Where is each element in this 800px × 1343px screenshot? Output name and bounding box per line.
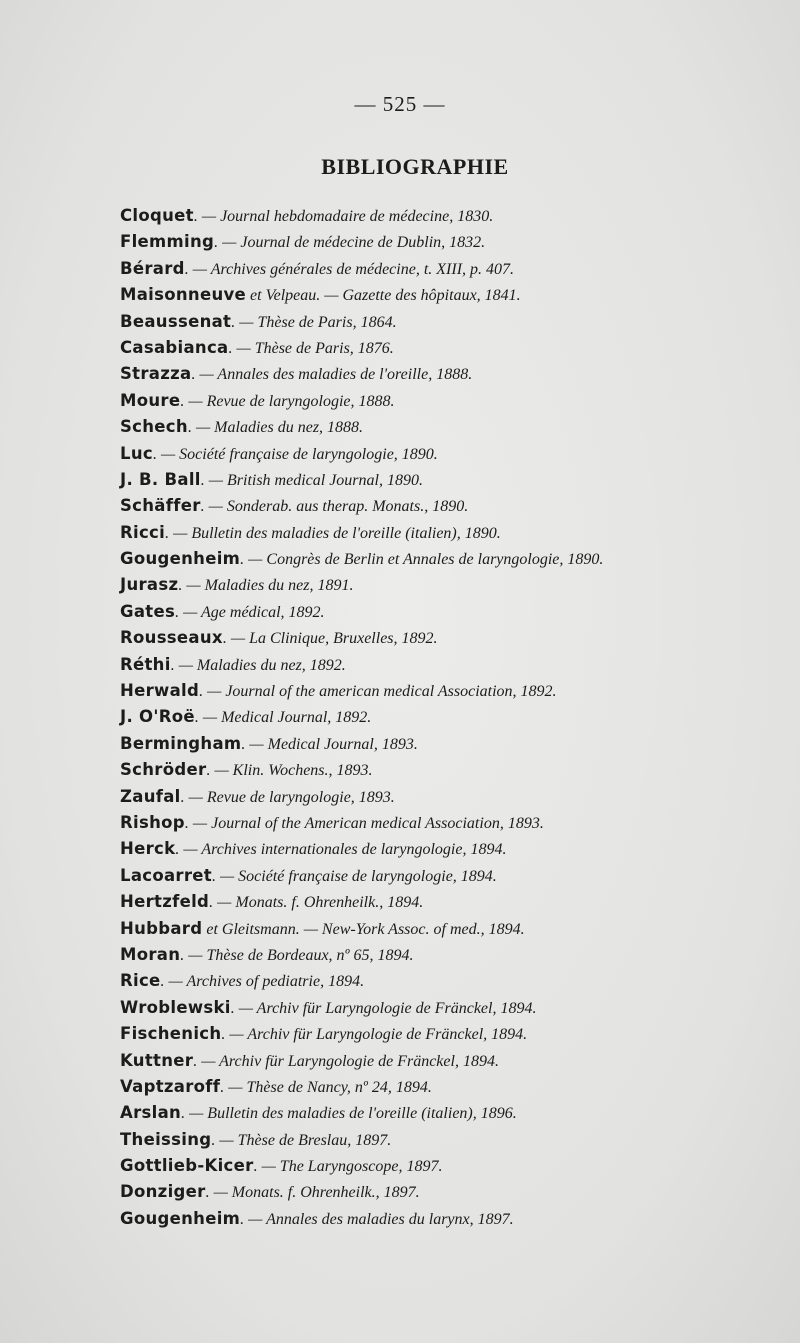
- entry-author: Moure: [120, 390, 181, 410]
- bibliography-entry: [120, 1127, 780, 1153]
- entry-reference: . — Archiv für Laryngologie de Fränckel, 1894.: [230, 999, 537, 1017]
- entry-author: J. O'Roë: [120, 707, 195, 727]
- bibliography-entry: [120, 493, 780, 519]
- bibliography-entry: [120, 863, 780, 889]
- entry-author: Hertzfeld: [120, 892, 210, 912]
- entry-reference: . — Medical Journal, 1892.: [194, 709, 372, 727]
- bibliography-entry: [120, 942, 780, 968]
- entry-author: Maisonneuve: [120, 285, 247, 305]
- bibliography-entry: [120, 1048, 780, 1074]
- entry-reference: et Gleitsmann. — New-York Assoc. of med., 1894.: [202, 920, 525, 938]
- bibliography-entry: [120, 652, 780, 678]
- entry-author: Vaptzaroff: [120, 1076, 221, 1096]
- entry-reference: . — Annales des maladies de l'oreille, 1888.: [191, 366, 473, 384]
- entry-author: Strazza: [120, 364, 192, 384]
- entry-author: Donziger: [120, 1182, 206, 1202]
- entry-reference: . — Archives internationales de laryngologie, 1894.: [175, 841, 507, 859]
- bibliography-entry: [120, 282, 780, 308]
- entry-author: Beaussenat: [120, 311, 232, 331]
- bibliography-entry: [120, 414, 780, 440]
- entry-reference: . — Journal de médecine de Dublin, 1832.: [214, 234, 486, 252]
- bibliography-entry: [120, 757, 780, 783]
- entry-author: J. B. Ball: [120, 469, 201, 489]
- entry-reference: . — Medical Journal, 1893.: [241, 735, 418, 753]
- entry-reference: . — Journal hebdomadaire de médecine, 1830.: [193, 208, 494, 225]
- bibliography-entry: [120, 335, 780, 361]
- entry-author: Fischenich: [120, 1024, 222, 1044]
- bibliography-entry: [120, 256, 780, 282]
- entry-author: Arslan: [120, 1103, 182, 1123]
- entry-reference: . — The Laryngoscope, 1897.: [253, 1158, 443, 1176]
- bibliography-entry: [120, 1100, 780, 1126]
- entry-author: Gougenheim: [120, 549, 241, 569]
- entry-reference: . — Société française de laryngologie, 1894.: [211, 867, 497, 885]
- entry-reference: . — Sonderab. aus therap. Monats., 1890.: [200, 498, 469, 516]
- bibliography-entry: [120, 784, 780, 810]
- entry-author: Herwald: [120, 681, 200, 701]
- entry-reference: . — Archiv für Laryngologie de Fränckel, 1894.: [193, 1052, 499, 1070]
- bibliography-entry: [120, 678, 780, 704]
- entry-reference: . — Maladies du nez, 1888.: [187, 419, 364, 437]
- entry-reference: . — La Clinique, Bruxelles, 1892.: [222, 630, 438, 648]
- entry-author: Cloquet: [120, 206, 194, 225]
- bibliography-entry: [120, 704, 780, 730]
- entry-reference: . — Journal of the american medical Association, 1892.: [199, 683, 557, 701]
- bibliography-entry: [120, 572, 780, 598]
- entry-author: Schech: [120, 417, 188, 437]
- entry-author: Flemming: [120, 232, 215, 252]
- entry-reference: . — Monats. f. Ohrenheilk., 1897.: [205, 1184, 420, 1202]
- entry-author: Jurasz: [120, 575, 179, 595]
- bibliography-entry: [120, 599, 780, 625]
- entry-author: Schäffer: [120, 496, 201, 516]
- entry-author: Ricci: [120, 522, 166, 542]
- entry-reference: . — Thèse de Nancy, nº 24, 1894.: [220, 1078, 432, 1096]
- bibliography-entry: [120, 203, 780, 229]
- bibliography-entry: [120, 889, 780, 915]
- entry-reference: . — Bulletin des maladies de l'oreille (italien), 1896.: [181, 1105, 517, 1123]
- bibliography-entry: [120, 968, 780, 994]
- bibliography-entry: [120, 441, 780, 467]
- bibliography-entry: [120, 1179, 780, 1205]
- entry-reference: . — Archives of pediatrie, 1894.: [160, 973, 365, 991]
- entry-reference: . — Age médical, 1892.: [175, 603, 325, 621]
- bibliography-entry: [120, 995, 780, 1021]
- entry-author: Rousseaux: [120, 628, 223, 648]
- entry-reference: . — British medical Journal, 1890.: [200, 471, 423, 489]
- bibliography-entry: [120, 309, 780, 335]
- entry-author: Zaufal: [120, 786, 181, 806]
- entry-reference: . — Maladies du nez, 1891.: [178, 577, 354, 595]
- bibliography-entry: [120, 1074, 780, 1100]
- entry-reference: . — Revue de laryngologie, 1888.: [180, 392, 395, 410]
- entry-author: Rishop: [120, 812, 185, 832]
- entry-reference: . — Archives générales de médecine, t. XIII, p. 407.: [184, 260, 515, 278]
- page-number: — 525 —: [354, 92, 446, 116]
- entry-reference: . — Thèse de Paris, 1864.: [231, 313, 397, 331]
- entry-reference: . — Maladies du nez, 1892.: [170, 656, 346, 674]
- entry-reference: . — Congrès de Berlin et Annales de laryngologie, 1890.: [240, 551, 604, 569]
- entry-reference: . — Revue de laryngologie, 1893.: [180, 788, 395, 806]
- bibliography-entry: [120, 1153, 780, 1179]
- bibliography-entry: [120, 836, 780, 862]
- entry-reference: . — Bulletin des maladies de l'oreille (italien), 1890.: [165, 524, 501, 542]
- entry-author: Wroblewski: [120, 997, 231, 1017]
- entry-author: Rice: [120, 971, 161, 991]
- bibliography-entry: [120, 361, 780, 387]
- bibliography-entry: [120, 1206, 780, 1232]
- bibliography-entry: [120, 810, 780, 836]
- bibliography-entry: [120, 520, 780, 546]
- bibliography-entry: [120, 229, 780, 255]
- entry-reference: . — Monats. f. Ohrenheilk., 1894.: [209, 894, 424, 912]
- bibliography-entry: [120, 625, 780, 651]
- entry-author: Herck: [120, 839, 176, 859]
- entry-reference: . — Thèse de Breslau, 1897.: [211, 1131, 392, 1149]
- entry-author: Gates: [120, 601, 176, 621]
- entry-author: Theissing: [120, 1129, 212, 1149]
- bibliography-entry: [120, 1021, 780, 1047]
- entry-author: Hubbard: [120, 918, 203, 938]
- entry-author: Bermingham: [120, 733, 242, 753]
- entry-author: Gottlieb-Kicer: [120, 1156, 254, 1176]
- bibliography-entry: [120, 546, 780, 572]
- entry-reference: . — Journal of the American medical Association, 1893.: [184, 814, 544, 832]
- entry-author: Casabianca: [120, 337, 229, 357]
- entry-author: Schröder: [120, 760, 207, 780]
- bibliography-entry: [120, 731, 780, 757]
- entry-author: Lacoarret: [120, 865, 212, 885]
- entry-reference: et Velpeau. — Gazette des hôpitaux, 1841.: [246, 287, 521, 305]
- entry-author: Bérard: [120, 258, 185, 278]
- bibliography-list: [120, 203, 780, 1232]
- entry-reference: . — Archiv für Laryngologie de Fränckel, 1894.: [221, 1026, 528, 1044]
- bibliography-entry: [120, 388, 780, 414]
- entry-author: Gougenheim: [120, 1208, 241, 1228]
- entry-reference: . — Thèse de Bordeaux, nº 65, 1894.: [180, 946, 414, 964]
- entry-author: Réthi: [120, 654, 171, 674]
- page-title: BIBLIOGRAPHIE: [321, 154, 509, 179]
- entry-reference: . — Annales des maladies du larynx, 1897.: [240, 1210, 514, 1228]
- entry-author: Luc: [120, 443, 153, 463]
- entry-author: Kuttner: [120, 1050, 194, 1070]
- bibliography-entry: [120, 916, 780, 942]
- entry-reference: . — Société française de laryngologie, 1890.: [152, 445, 438, 463]
- entry-reference: . — Thèse de Paris, 1876.: [228, 339, 394, 357]
- entry-author: Moran: [120, 944, 181, 964]
- bibliography-entry: [120, 467, 780, 493]
- entry-reference: . — Klin. Wochens., 1893.: [206, 762, 373, 780]
